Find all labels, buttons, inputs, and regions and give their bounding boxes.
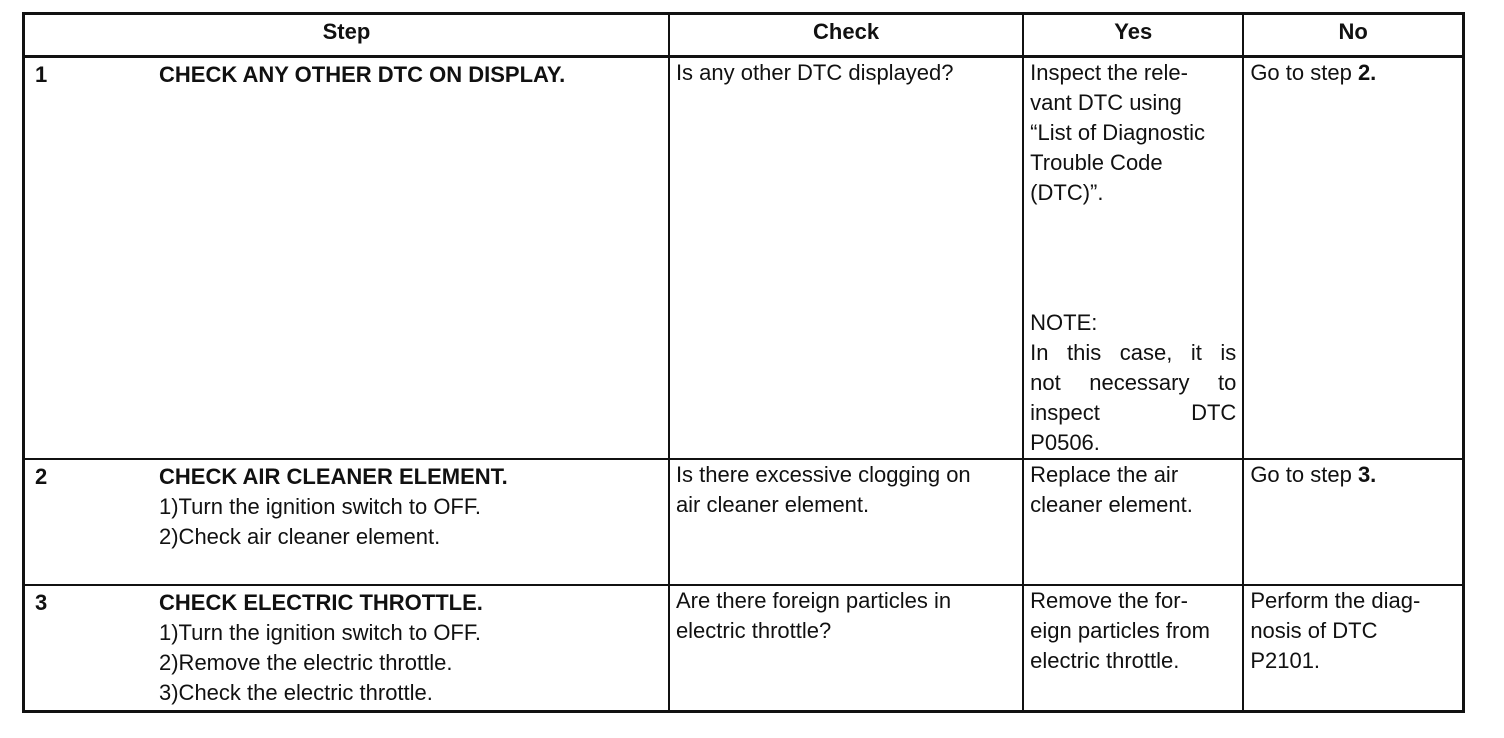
yes-line: Remove the for- bbox=[1030, 588, 1188, 613]
check-cell bbox=[669, 459, 1023, 585]
no-cell bbox=[1243, 57, 1463, 460]
header-yes: Yes bbox=[1023, 14, 1243, 57]
table-row bbox=[24, 585, 1464, 712]
yes-line: electric throttle. bbox=[1030, 648, 1180, 673]
yes-cell bbox=[1023, 585, 1243, 712]
step-title: CHECK AIR CLEANER ELEMENT. bbox=[159, 464, 508, 489]
check-cell bbox=[669, 585, 1023, 712]
yes-line: Trouble Code bbox=[1030, 150, 1163, 175]
substep: 1)Turn the ignition switch to OFF. bbox=[159, 494, 481, 519]
yes-line: Inspect the rele- bbox=[1030, 60, 1188, 85]
table-row bbox=[24, 459, 1464, 585]
note-line: inspect DTC bbox=[1030, 400, 1237, 425]
yes-line: Replace the air bbox=[1030, 462, 1179, 487]
check-line: electric throttle? bbox=[675, 618, 832, 643]
no-cell bbox=[1243, 459, 1463, 585]
yes-cell bbox=[1023, 459, 1243, 585]
substep: 2)Remove the electric throttle. bbox=[159, 650, 453, 675]
step-cell bbox=[24, 585, 669, 712]
check-line: air cleaner element. bbox=[675, 492, 870, 517]
check-cell bbox=[669, 57, 1023, 460]
substep: 1)Turn the ignition switch to OFF. bbox=[159, 620, 481, 645]
no-text: Go to step bbox=[1250, 60, 1358, 85]
substep: 3)Check the electric throttle. bbox=[159, 680, 433, 705]
yes-line: “List of Diagnostic bbox=[1030, 120, 1206, 145]
step-cell bbox=[24, 459, 669, 585]
substep: 2)Check air cleaner element. bbox=[159, 524, 441, 549]
step-title: CHECK ELECTRIC THROTTLE. bbox=[159, 590, 483, 615]
note-line: P0506. bbox=[1030, 430, 1100, 455]
table-row bbox=[24, 57, 1464, 460]
check-line: Is there excessive clogging on bbox=[675, 462, 971, 487]
note-line: not necessary to bbox=[1030, 370, 1237, 395]
step-number: 1 bbox=[35, 62, 48, 87]
no-text: Go to step bbox=[1250, 462, 1358, 487]
no-line: P2101. bbox=[1250, 648, 1321, 673]
no-step-ref: 3. bbox=[1357, 462, 1377, 487]
step-title: CHECK ANY OTHER DTC ON DISPLAY. bbox=[159, 62, 566, 87]
yes-line: (DTC)”. bbox=[1030, 180, 1104, 205]
no-line: nosis of DTC bbox=[1250, 618, 1378, 643]
no-line: Perform the diag- bbox=[1250, 588, 1421, 613]
check-line: Are there foreign particles in bbox=[675, 588, 952, 613]
no-cell bbox=[1243, 585, 1463, 712]
step-number: 3 bbox=[35, 590, 48, 615]
header-no: No bbox=[1243, 14, 1463, 57]
yes-line: eign particles from bbox=[1030, 618, 1210, 643]
diagnostic-procedure-table bbox=[22, 12, 1465, 713]
header-row bbox=[24, 14, 1464, 57]
header-check: Check bbox=[669, 14, 1023, 57]
no-step-ref: 2. bbox=[1357, 60, 1377, 85]
yes-line: cleaner element. bbox=[1030, 492, 1193, 517]
check-text: Is any other DTC displayed? bbox=[675, 60, 954, 85]
header-step: Step bbox=[24, 14, 669, 57]
step-cell bbox=[24, 57, 669, 460]
step-number: 2 bbox=[35, 464, 48, 489]
yes-cell bbox=[1023, 57, 1243, 460]
note-line: In this case, it is bbox=[1030, 340, 1237, 365]
yes-line: vant DTC using bbox=[1030, 90, 1182, 115]
note-label: NOTE: bbox=[1030, 310, 1098, 335]
